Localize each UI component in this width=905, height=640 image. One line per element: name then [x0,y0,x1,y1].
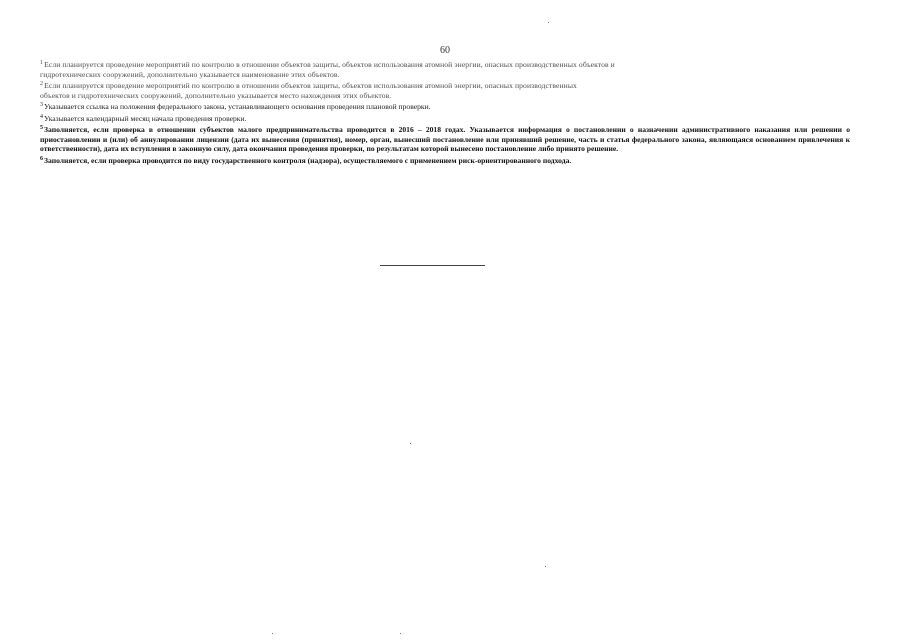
page-number: 60 [440,45,450,56]
footnote-3 [40,102,850,112]
footnote-text: Указывается ссылка на положения федерального закона, устанавливающего основания проведения плановой проверки. [44,102,431,111]
closing-rule [380,265,485,266]
scan-speck [272,633,273,634]
footnote-text: Заполняется, если проверка в отношении субъектов малого предпринимательства проводится в 2016 – 2018 годах. Указывается информация о постановлении о назначении административного наказания или решении о приостановлении и (или) об аннулировании лицензии (дата их вынесения (принятия), номер, орган, вынесший постановление или принявший решение, часть и статья федерального закона, являющаяся основанием привлечения к ответственности), дата их вступления в законную силу, дата окончания проведения проверки, по результатам которой вынесено постановление либо принято решение. [40,125,850,153]
footnotes-block [40,60,850,167]
footnote-text: Заполняется, если проверка проводится по виду государственного контроля (надзора), осуществляемого с применением риск-ориентированного подхода. [44,155,572,165]
footnote-5 [40,125,850,154]
scan-speck [400,633,401,634]
footnote-marker: 1 [40,60,44,66]
scan-speck [545,566,546,567]
footnote-marker: 2 [40,81,44,87]
footnote-marker: 6 [40,155,43,162]
footnote-4 [40,114,850,124]
footnote-6 [40,156,850,166]
footnote-marker: 3 [40,102,43,108]
footnote-marker: 4 [40,113,43,120]
footnote-2 [40,81,850,100]
footnote-marker: 5 [40,125,43,131]
scan-speck [410,443,411,444]
footnote-text: Если планируется проведение мероприятий по контролю в отношении объектов защиты, объектов использования атомной энергии, опасных производственных объектов и гидротехнических сооружений, дополнительно указывается наименование этих объектов. [40,60,615,79]
footnote-1 [40,60,850,79]
footnote-text: Если планируется проведение мероприятий по контролю в отношении объектов защиты, объектов использования атомной энергии, опасных производственных объектов и гидротехнических сооружений, дополнительно указывается место нахождения этих объектов. [40,81,577,100]
scan-speck [548,22,549,23]
footnote-text: Указывается календарный месяц начала проведения проверки. [44,113,247,123]
